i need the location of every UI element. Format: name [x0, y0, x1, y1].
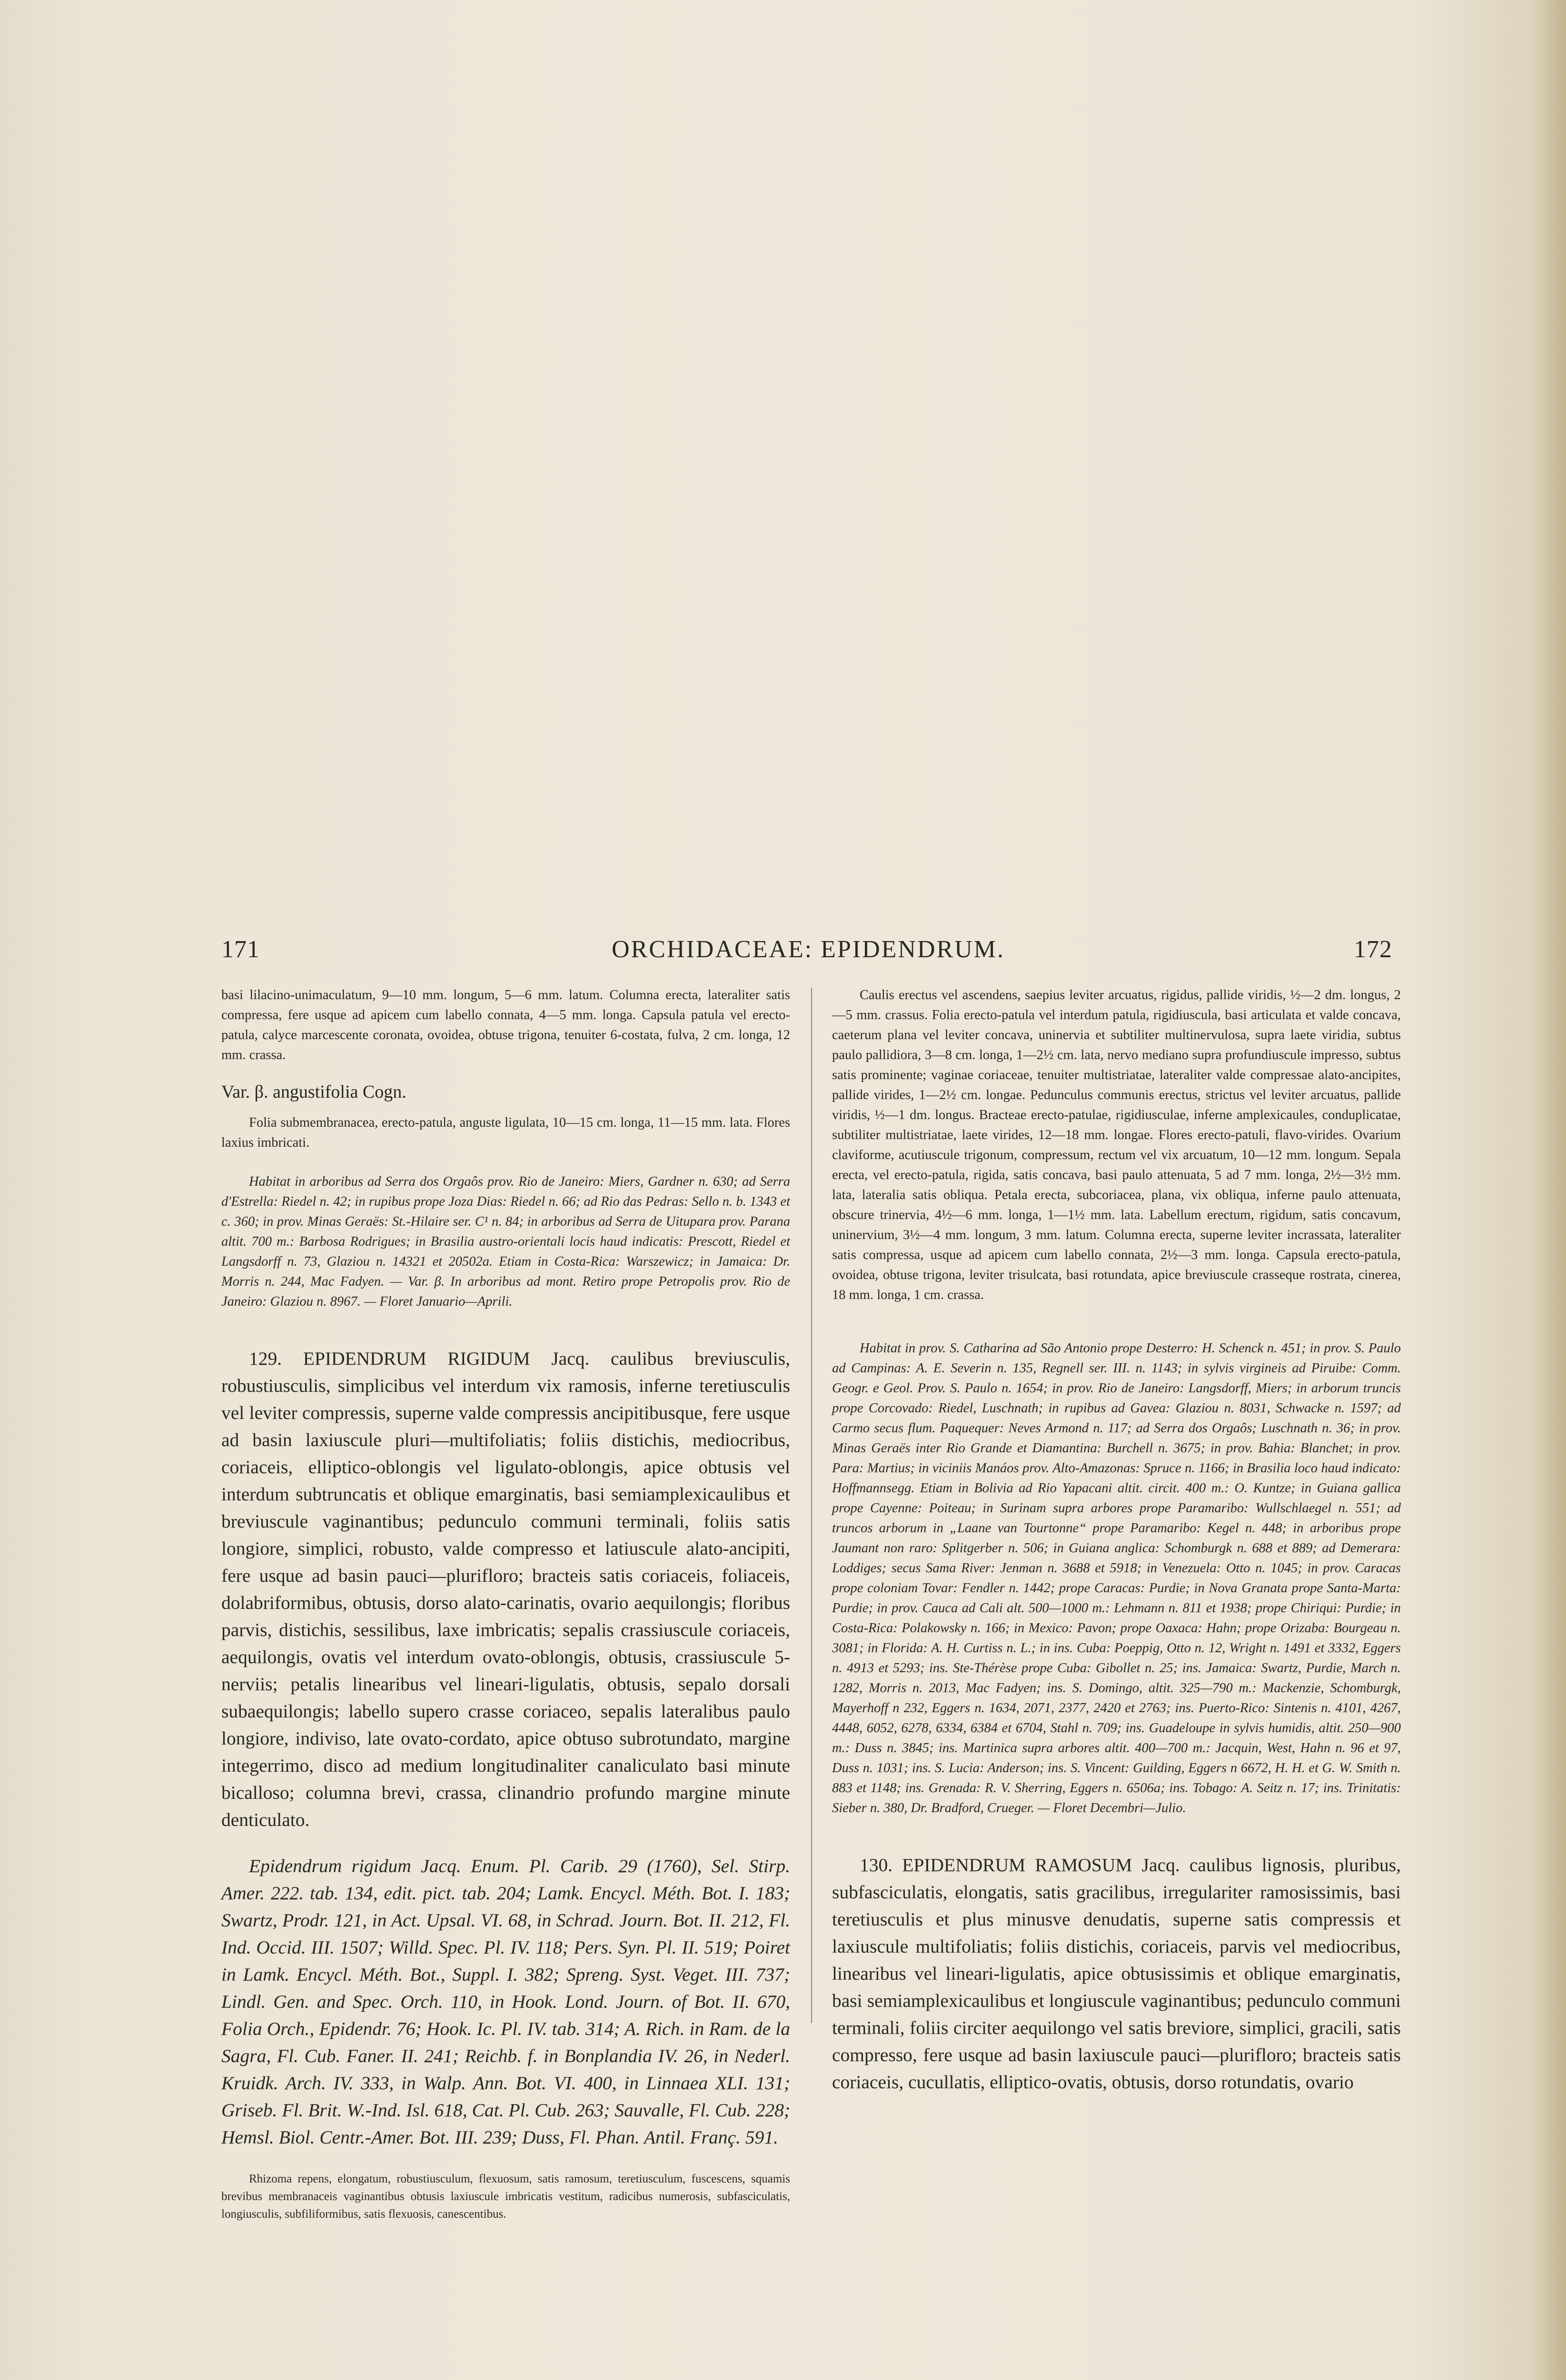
page-edge-shadow — [1533, 0, 1566, 2380]
running-title: ORCHIDACEAE: EPIDENDRUM. — [612, 936, 1005, 963]
page-number-left: 171 — [221, 936, 260, 963]
column-divider — [811, 988, 812, 2023]
running-header — [221, 935, 1392, 969]
species-129-description: Caulis erectus vel ascendens, saepius leviter arcuatus, rigidus, pallide viridis, ½—2 dm. longus, 2—5 mm. crassus. Folia erecto-patula vel interdum patula, rigidiuscula, basi articulata et valde concava, caeterum plana vel leviter concava, uninervia et subtiliter multinervulosa, supra laete viridia, subtus paulo pallidiora, 3—8 cm. longa, 1—2½ cm. lata, nervo mediano supra profundiuscule impresso, subtus satis prominente; vaginae coriaceae, tenuiter multistriatae, lateraliter valde compressae alato-ancipites, pallide virides, 1—2½ cm. longae. Pedunculus communis erectus, strictus vel leviter arcuatus, pallide viridis, ½—1 dm. longus. Bracteae erecto-patulae, rigidiusculae, inferne amplexicaules, conduplicatae, subtiliter multistriatae, laete virides, 12—18 mm. longae. Flores erecto-patuli, flavo-virides. Ovarium claviforme, acutiuscule trigonum, compressum, rectum vel vix arcuatum, 10—12 mm. longum. Sepala erecta, vel erecto-patula, rigida, satis concava, basi paulo attenuata, 5 ad 7 mm. longa, 2½—3½ mm. lata, lateralia satis obliqua. Petala erecta, subcoriacea, plana, vix obliqua, inferne paulo attenuata, obscure trinervia, 4½—6 mm. longa, 1—1½ mm. lata. Labellum erectum, rigidum, satis concavum, uninervium, 3½—4 mm. longum, 3 mm. latum. Columna erecta, superne leviter incrassata, lateraliter satis compressa, usque ad apicem cum labello connata, 2½—3 mm. longa. Capsula erecto-patula, ovoidea, obtuse trigona, leviter trisulcata, basi rotundata, apice breviuscule crasseque rostrata, cinerea, 18 mm. longa, 1 cm. crassa. — [832, 988, 1401, 1302]
variety-description: Folia submembranacea, erecto-patula, anguste ligulata, 10—15 cm. longa, 11—15 mm. lata. Flores laxius imbricati. — [221, 1115, 790, 1150]
species-129-synonymy: Epidendrum rigidum Jacq. Enum. Pl. Carib. 29 (1760), Sel. Stirp. Amer. 222. tab. 134, edit. pict. tab. 204; Lamk. Encycl. Méth. Bot. I. 183; Swartz, Prodr. 121, in Act. Upsal. VI. 68, in Schrad. Journ. Bot. II. 212, Fl. Ind. Occid. III. 1507; Willd. Spec. Pl. IV. 118; Pers. Syn. Pl. II. 519; Poiret in Lamk. Encycl. Méth. Bot., Suppl. I. 382; Spreng. Syst. Veget. III. 737; Lindl. Gen. and Spec. Orch. 110, in Hook. Lond. Journ. of Bot. II. 670, Folia Orch., Epidendr. 76; Hook. Ic. Pl. IV. tab. 314; A. Rich. in Ram. de la Sagra, Fl. Cub. Faner. II. 241; Reichb. f. in Bonplandia IV. 26, in Nederl. Kruidk. Arch. IV. 333, in Walp. Ann. Bot. VI. 400, in Linnaea XLI. 131; Griseb. Fl. Brit. W.-Ind. Isl. 618, Cat. Pl. Cub. 263; Sauvalle, Fl. Cub. 228; Hemsl. Biol. Centr.-Amer. Bot. III. 239; Duss, Fl. Phan. Antil. Franç. 591. — [221, 1855, 790, 2148]
right-column — [832, 985, 1401, 2096]
left-column — [221, 985, 790, 2223]
variety-heading: Var. β. angustifolia Cogn. — [221, 1082, 406, 1102]
description-continued: basi lilacino-unimaculatum, 9—10 mm. longum, 5—6 mm. latum. Columna erecta, lateraliter satis compressa, fere usque ad apicem cum labello connata, 4—5 mm. longa. Capsula patula vel erecto-patula, calyce marcescente coronata, ovoidea, obtuse trigona, tenuiter 6-costata, fulva, 2 cm. longa, 12 mm. crassa. — [221, 988, 790, 1062]
page-number-right: 172 — [1354, 936, 1392, 963]
habitat-paragraph: Habitat in arboribus ad Serra dos Orgaôs prov. Rio de Janeiro: Miers, Gardner n. 630; ad Serra d'Estrella: Riedel n. 42; in rupibus prope Joza Dias: Riedel n. 66; ad Rio das Pedras: Sello n. b. 1343 et c. 360; in prov. Minas Geraës: St.-Hilaire ser. C¹ n. 84; in arboribus ad Serra de Uitupara prov. Parana altit. 700 m.: Barbosa Rodrigues; in Brasilia austro-orientali locis haud indicatis: Prescott, Riedel et Langsdorff n. 73, Glaziou n. 14321 et 20502a. Etiam in Costa-Rica: Warszewicz; in Jamaica: Dr. Morris n. 244, Mac Fadyen. — Var. β. In arboribus ad mont. Retiro prope Petropolis prov. Rio de Janeiro: Glaziou n. 8967. — Floret Januario—Aprili. — [221, 1174, 790, 1309]
species-130-diagnosis: 130. EPIDENDRUM RAMOSUM Jacq. caulibus lignosis, pluribus, subfasciculatis, elongatis, satis gracilibus, irregulariter ramosissimis, basi teretiusculis et plus minusve denudatis, superne satis compressis et laxiuscule multifoliatis; foliis distichis, coriaceis, parvis vel mediocribus, linearibus vel lineari-ligulatis, apice obtusissimis et oblique emarginatis, basi semiamplexicaulibus et longiuscule vaginantibus; pedunculo communi terminali, foliis circiter aequilongo vel satis breviore, simplici, gracili, satis compresso, fere usque ad basin laxiuscule pauci—plurifloro; bracteis satis coriaceis, cucullatis, elliptico-ovatis, obtusis, dorso rotundatis, ovario — [832, 1854, 1401, 2092]
species-129-diagnosis: 129. EPIDENDRUM RIGIDUM Jacq. caulibus breviusculis, robustiusculis, simplicibus vel interdum vix ramosis, inferne teretiusculis vel leviter compressis, superne valde compressis ancipitibusque, fere usque ad basin laxiuscule pluri—multifoliatis; foliis distichis, mediocribus, coriaceis, elliptico-oblongis vel ligulato-oblongis, apice obtusis vel interdum subtruncatis et oblique emarginatis, basi semiamplexicaulibus et breviuscule vaginantibus; pedunculo communi terminali, foliis satis longiore, simplici, robusto, valde compresso et latiuscule alato-ancipiti, fere usque ad basin pauci—plurifloro; bracteis satis coriaceis, foliaceis, dolabriformibus, obtusis, dorso alato-carinatis, ovario aequilongis; floribus parvis, distichis, sessilibus, laxe imbricatis; sepalis crassiuscule coriaceis, aequilongis, ovatis vel interdum ovato-oblongis, obtusis, crassiuscule 5-nerviis; petalis linearibus vel lineari-ligulatis, obtusis, sepalo dorsali subaequilongis; labello supero crasse coriaceo, sepalis lateralibus paulo longiore, indiviso, late ovato-cordato, apice obtuso subrotundato, margine integerrimo, disco ad medium longitudinaliter canaliculato basi minute bicalloso; columna brevi, crassa, clinandrio profundo margine minute denticulato. — [221, 1348, 790, 1830]
species-129-habitat: Habitat in prov. S. Catharina ad São Antonio prope Desterro: H. Schenck n. 451; in prov. S. Paulo ad Campinas: A. E. Severin n. 135, Regnell ser. III. n. 1143; in sylvis virgineis ad Piruibe: Comm. Geogr. e Geol. Prov. S. Paulo n. 1654; in prov. Rio de Janeiro: Langsdorff, Miers; in arborum truncis prope Corcovado: Riedel, Luschnath; in rupibus ad Gavea: Glaziou n. 8031, Schwacke n. 1597; ad Carmo secus flum. Paquequer: Neves Armond n. 117; ad Serra dos Orgaôs; Luschnath n. 36; in prov. Minas Geraës inter Rio Grande et Diamantina: Burchell n. 3675; in prov. Bahia: Blanchet; in prov. Para: Martius; in viciniis Manáos prov. Alto-Amazonas: Spruce n. 1166; in Brasilia loco haud indicato: Hoffmannsegg. Etiam in Bolivia ad Rio Yapacani altit. circit. 400 m.: O. Kuntze; in Guiana gallica prope Cayenne: Poiteau; in Surinam supra arbores prope Paramaribo: Wullschlaegel n. 551; ad truncos arborum in „Laane van Tourtonne“ prope Paramaribo: Kegel n. 448; in arboribus prope Jaumant non raro: Splitgerber n. 506; in Guiana anglica: Schomburgk n. 688 et 889; ad Demerara: Loddiges; secus Sama River: Jenman n. 3688 et 5918; in Venezuela: Otto n. 1045; in prov. Caracas prope coloniam Tovar: Fendler n. 1442; prope Caracas: Purdie; in Nova Granata prope Santa-Marta: Purdie; in prov. Cauca ad Cali alt. 500—1000 m.: Lehmann n. 811 et 1938; prope Chiriqui: Purdie; in Costa-Rica: Polakowsky n. 166; in Mexico: Pavon; prope Oaxaca: Hahn; prope Orizaba: Bourgeau n. 3081; in Florida: A. H. Curtiss n. L.; in ins. Cuba: Poeppig, Otto n. 12, Wright n. 1491 et 3332, Eggers n. 4913 et 5293; ins. Ste-Thérèse prope Cuba: Gibollet n. 25; ins. Jamaica: Swartz, Purdie, March n. 1282, Morris n. 2013, Mac Fadyen; ins. S. Domingo, altit. 325—790 m.: Mackenzie, Schomburgk, Mayerhoff n 232, Eggers n. 1634, 2071, 2377, 2420 et 2763; ins. Puerto-Rico: Sintenis n. 4101, 4267, 4448, 6052, 6278, 6334, 6384 et 6704, Stahl n. 709; ins. Guadeloupe in sylvis humidis, altit. 250—900 m.: Duss n. 3845; ins. Martinica supra arbores altit. 400—700 m.: Jacquin, West, Hahn n. 96 et 97, Duss n. 1031; ins. S. Lucia: Anderson; ins. S. Vincent: Guilding, Eggers n 6672, H. H. et G. W. Smith n. 883 et 1148; ins. Grenada: R. V. Sherring, Eggers n. 6506a; ins. Tobago: A. Seitz n. 17; ins. Trinitatis: Sieber n. 380, Dr. Bradford, Crueger. — Floret Decembri—Julio. — [832, 1341, 1401, 1815]
species-129-rhizome: Rhizoma repens, elongatum, robustiusculum, flexuosum, satis ramosum, teretiusculum, fuscescens, squamis brevibus membranaceis vaginantibus obtusis laxiuscule imbricatis vestitum, radicibus numerosis, subfasciculatis, longiusculis, subfiliformibus, satis flexuosis, canescentibus. — [221, 2172, 790, 2221]
